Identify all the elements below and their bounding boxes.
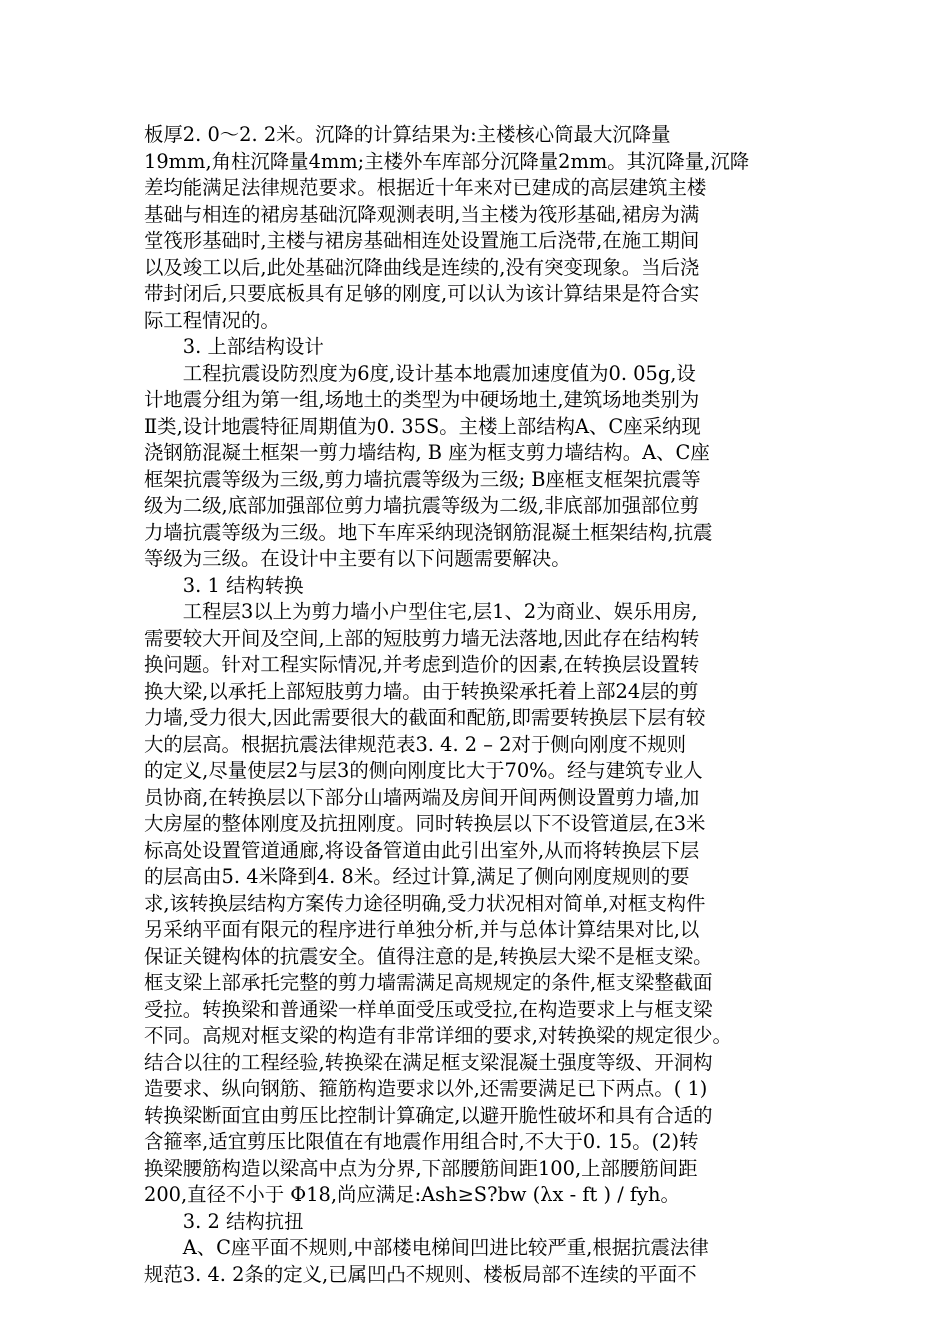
- text-line: Ⅱ类,设计地震特征周期值为0. 35S。主楼上部结构A、C座采纳现: [144, 414, 701, 438]
- text-line: 受拉。转换梁和普通梁一样单面受压或受拉,在构造要求上与框支梁: [144, 997, 713, 1021]
- text-line: 框架抗震等级为三级,剪力墙抗震等级为三级; B座框支框架抗震等: [144, 467, 701, 491]
- text-line: 3. 2 结构抗扭: [144, 1209, 304, 1233]
- text-line: 工程抗震设防烈度为6度,设计基本地震加速度值为0. 05g,设: [144, 361, 696, 385]
- text-line: 换大梁,以承托上部短肢剪力墙。由于转换梁承托着上部24层的剪: [144, 679, 699, 703]
- text-line: 3. 1 结构转换: [144, 573, 304, 597]
- text-line: 保证关键构体的抗震安全。值得注意的是,转换层大梁不是框支梁。: [144, 944, 713, 968]
- text-line: 力墙,受力很大,因此需要很大的截面和配筋,即需要转换层下层有较: [144, 706, 706, 729]
- text-line: 造要求、纵向钢筋、箍筋构造要求以外,还需要满足已下两点。( 1): [144, 1077, 708, 1100]
- text-line: 不同。高规对框支梁的构造有非常详细的要求,对转换梁的规定很少。: [144, 1024, 732, 1047]
- text-line: 换问题。针对工程实际情况,并考虑到造价的因素,在转换层设置转: [144, 653, 700, 676]
- text-line: 含箍率,适宜剪压比限值在有地震作用组合时,不大于0. 15。(2)转: [144, 1130, 699, 1153]
- text-line: 级为二级,底部加强部位剪力墙抗震等级为二级,非底部加强部位剪: [144, 494, 700, 517]
- text-line: 换梁腰筋构造以梁高中点为分界,下部腰筋间距100,上部腰筋间距: [144, 1156, 698, 1180]
- text-line: 的层高由5. 4米降到4. 8米。经过计算,满足了侧向刚度规则的要: [144, 865, 690, 888]
- text-line: 以及竣工以后,此处基础沉降曲线是连续的,没有突变现象。当后浇: [144, 255, 700, 279]
- text-line: 大房屋的整体刚度及抗扭刚度。同时转换层以下不设管道层,在3米: [144, 812, 706, 835]
- text-line: 基础与相连的裙房基础沉降观测表明,当主楼为筏形基础,裙房为满: [144, 202, 700, 226]
- text-line: 力墙抗震等级为三级。地下车库采纳现浇钢筋混凝土框架结构,抗震: [144, 520, 713, 544]
- text-line: 员协商,在转换层以下部分山墙两端及房间开间两侧设置剪力墙,加: [144, 785, 700, 809]
- text-line: 框支梁上部承托完整的剪力墙需满足高规规定的条件,框支梁整截面: [144, 971, 713, 994]
- text-line: 堂筏形基础时,主楼与裙房基础相连处设置施工后浇带,在施工期间: [144, 229, 700, 252]
- text-line: 大的层高。根据抗震法律规范表3. 4. 2 – 2对于侧向刚度不规则: [144, 732, 687, 756]
- text-line: 19mm,角柱沉降量4mm;主楼外车库部分沉降量2mm。其沉降量,沉降: [144, 149, 750, 173]
- text-line: 板厚2. 0～2. 2米。沉降的计算结果为:主楼核心筒最大沉降量: [144, 123, 671, 146]
- text-line: 的定义,尽量使层2与层3的侧向刚度比大于70%。经与建筑专业人: [144, 759, 703, 782]
- text-line: A、C座平面不规则,中部楼电梯间凹进比较严重,根据抗震法律: [144, 1236, 709, 1259]
- text-line: 差均能满足法律规范要求。根据近十年来对已建成的高层建筑主楼: [144, 176, 707, 199]
- text-line: 等级为三级。在设计中主要有以下问题需要解决。: [144, 547, 571, 570]
- text-line: 转换梁断面宜由剪压比控制计算确定,以避开脆性破坏和具有合适的: [144, 1103, 713, 1127]
- text-line: 需要较大开间及空间,上部的短肢剪力墙无法落地,因此存在结构转: [144, 626, 700, 650]
- text-line: 另采纳平面有限元的程序进行单独分析,并与总体计算结果对比,以: [144, 918, 700, 941]
- text-line: 规范3. 4. 2条的定义,已属凹凸不规则、楼板局部不连续的平面不: [144, 1262, 697, 1286]
- text-line: 际工程情况的。: [144, 308, 280, 332]
- text-line: 标高处设置管道通廊,将设备管道由此引出室外,从而将转换层下层: [144, 838, 700, 862]
- text-line: 带封闭后,只要底板具有足够的刚度,可以认为该计算结果是符合实: [144, 282, 700, 305]
- text-line: 3. 上部结构设计: [144, 335, 324, 358]
- document-body: [144, 122, 824, 1288]
- text-line: 求,该转换层结构方案传力途径明确,受力状况相对简单,对框支构件: [144, 891, 706, 915]
- text-line: 结合以往的工程经验,转换梁在满足框支梁混凝土强度等级、开洞构: [144, 1050, 713, 1074]
- text-line: 计地震分组为第一组,场地土的类型为中硬场地土,建筑场地类别为: [144, 388, 700, 411]
- text-line: 浇钢筋混凝土框架一剪力墙结构, B 座为框支剪力墙结构。A、C座: [144, 441, 710, 464]
- text-line: 工程层3以上为剪力墙小户型住宅,层1、2为商业、娱乐用房,: [144, 600, 698, 623]
- text-line: 200,直径不小于 Φ18,尚应满足:Ash≥S?bw (λx - ft ) / fyh。: [144, 1183, 680, 1206]
